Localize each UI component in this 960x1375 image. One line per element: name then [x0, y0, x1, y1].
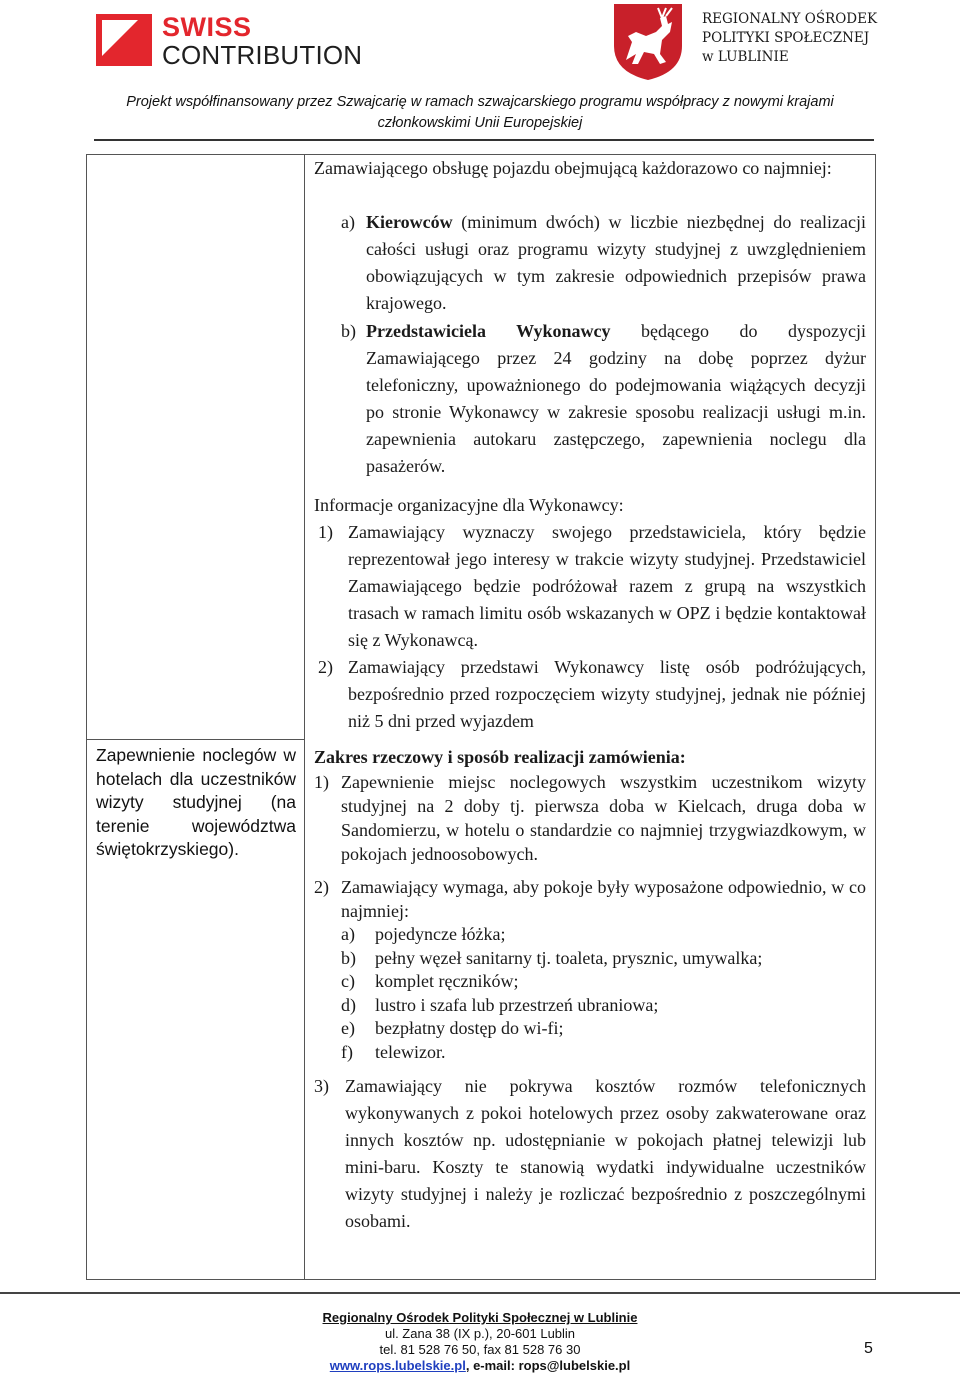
org-info-heading: Informacje organizacyjne dla Wykonawcy: — [314, 495, 624, 515]
list-item-bold: Przedstawiciela Wykonawcy — [366, 321, 611, 341]
website-link[interactable]: www.rops.lubelskie.pl — [329, 1358, 466, 1373]
list-item — [318, 519, 866, 654]
email-contact[interactable]: e-mail: rops@lubelskie.pl — [473, 1358, 631, 1373]
swiss-text: SWISS — [162, 12, 252, 42]
footer-contact — [0, 1358, 960, 1374]
list-item — [341, 1017, 866, 1041]
rops-name — [702, 10, 877, 67]
list-item — [341, 923, 866, 947]
list-item-text: Zamawiający nie pokrywa kosztów rozmów telefonicznych wykonywanych z pokoi hotelowych przez osoby zakwaterowane oraz innych kosztów np. udostępnianie w pokojach płatnej telewizji lub mini-baru. Koszty te stanowią wydatki indywidualne uczestników wizyty studyjnej i należy je rozliczać bezpośrednio z poszczególnymi osobami. — [345, 1076, 866, 1231]
rops-name-line: POLITYKI SPOŁECZNEJ — [702, 30, 870, 46]
list-item-text: Zamawiający wyznaczy swojego przedstawiciela, który będzie reprezentował jego interesy w trakcie wizyty studyjnej. Przedstawiciel Zamawiającego będzie podróżował razem z grupą na wszystkich trasach w ramach limitu osób wskazanych w OPZ i będzie kontaktował się z Wykonawcą. — [348, 522, 866, 650]
scope-heading — [314, 745, 866, 769]
list-item-text: Zapewnienie miejsc noclegowych wszystkim uczestnikom wizyty studyjnej na 2 doby tj. pierwsza doba w Kielcach, druga doba w Sandomierzu, w hotelu o standardzie co najmniej trzygwiazdkowym, w pokojach jednoosobowych. — [341, 772, 866, 864]
list-item-label: a) — [341, 924, 355, 944]
project-line-1: Projekt współfinansowany przez Szwajcarię w ramach szwajcarskiego programu współpracy z nowymi krajami — [126, 94, 834, 110]
rops-name-line: w LUBLINIE — [702, 49, 789, 65]
contribution-text: CONTRIBUTION — [162, 40, 363, 70]
project-cofinancing-note — [0, 92, 960, 134]
list-item-text: komplet ręczników; — [375, 971, 519, 991]
list-item — [341, 970, 866, 994]
list-item — [314, 770, 866, 866]
list-item-label: 2) — [314, 877, 329, 897]
list-item — [314, 1073, 866, 1235]
list-item-text: bezpłatny dostęp do wi-fi; — [375, 1018, 564, 1038]
rops-name-line: REGIONALNY OŚRODEK — [702, 11, 878, 27]
scope-heading-text: Zakres rzeczowy i sposób realizacji zamówienia: — [314, 747, 686, 767]
list-item-text: Zamawiający przedstawi Wykonawcy listę osób podróżujących, bezpośrednio przed rozpoczęciem wizyty studyjnej, jednak nie później niż 5 dni przed wyjazdem — [348, 657, 866, 731]
list-item-label: 2) — [318, 657, 333, 677]
list-item — [314, 875, 866, 923]
list-item-label: b) — [341, 947, 356, 968]
list-item-text: pojedyncze łóżka; — [375, 924, 506, 944]
list-item-label: d) — [341, 994, 356, 1015]
list-item-label: 3) — [314, 1076, 329, 1096]
hotel-accommodation-label: Zapewnienie noclegów w hotelach dla uczestników wizyty studyjnej (na terenie województwa świętokrzyskiego). — [96, 745, 296, 859]
list-item-label: 1) — [314, 772, 329, 792]
table-column-divider — [304, 154, 305, 1280]
list-item-text: telewizor. — [375, 1041, 446, 1062]
page-number: 5 — [864, 1340, 873, 1357]
table-row-divider — [86, 739, 305, 740]
list-item — [341, 209, 866, 317]
list-item — [341, 994, 866, 1018]
list-item-text: Zamawiający wymaga, aby pokoje były wyposażone odpowiednio, w co najmniej: — [341, 877, 866, 921]
list-item — [318, 654, 866, 735]
list-item-label: a) — [341, 212, 355, 232]
list-item-label: f) — [341, 1041, 353, 1062]
header-divider — [94, 139, 874, 141]
project-line-2: członkowskimi Unii Europejskiej — [377, 115, 583, 131]
list-item-bold: Kierowców — [366, 212, 453, 232]
list-item-label: e) — [341, 1018, 355, 1038]
list-item-text: pełny węzeł sanitarny tj. toaleta, prysznic, umywalka; — [375, 947, 763, 968]
list-item — [341, 1041, 866, 1065]
list-item-label: 1) — [318, 522, 333, 542]
lubelskie-crest-icon — [612, 2, 684, 82]
footer-phone: tel. 81 528 76 50, fax 81 528 76 30 — [379, 1342, 581, 1357]
vehicle-service-intro: Zamawiającego obsługę pojazdu obejmującą każdorazowo co najmniej: — [314, 158, 832, 178]
list-item — [341, 318, 866, 480]
footer-separator: , — [465, 1358, 474, 1373]
swiss-contribution-logo — [96, 14, 366, 70]
list-item-label: b) — [341, 321, 356, 341]
footer-divider — [0, 1292, 960, 1294]
list-item-text: lustro i szafa lub przestrzeń ubraniowa; — [375, 994, 659, 1015]
equipment-list — [341, 923, 866, 1064]
footer-address: ul. Zana 38 (IX p.), 20-601 Lublin — [384, 1326, 576, 1341]
list-item-text: (minimum dwóch) w liczbie niezbędnej do realizacji całości usługi oraz programu wizyty studyjnej z uwzględnieniem obowiązujących w tym zakresie odpowiednich przepisów prawa krajowego. — [366, 212, 866, 313]
list-item — [341, 947, 866, 971]
footer-org-name: Regionalny Ośrodek Polityki Społecznej w Lublinie — [322, 1310, 638, 1325]
list-item-label: c) — [341, 971, 355, 991]
list-item-text: będącego do dyspozycji Zamawiającego przez 24 godziny na dobę poprzez dyżur telefoniczny, upoważnionego do podejmowania wiążących decyzji po stronie Wykonawcy w zakresie sposobu realizacji usługi m.in. zapewnienia autokaru zastępczego, zapewnienia noclegu dla pasażerów. — [366, 321, 866, 476]
swiss-flag-icon — [96, 14, 152, 66]
footer — [0, 1310, 960, 1374]
